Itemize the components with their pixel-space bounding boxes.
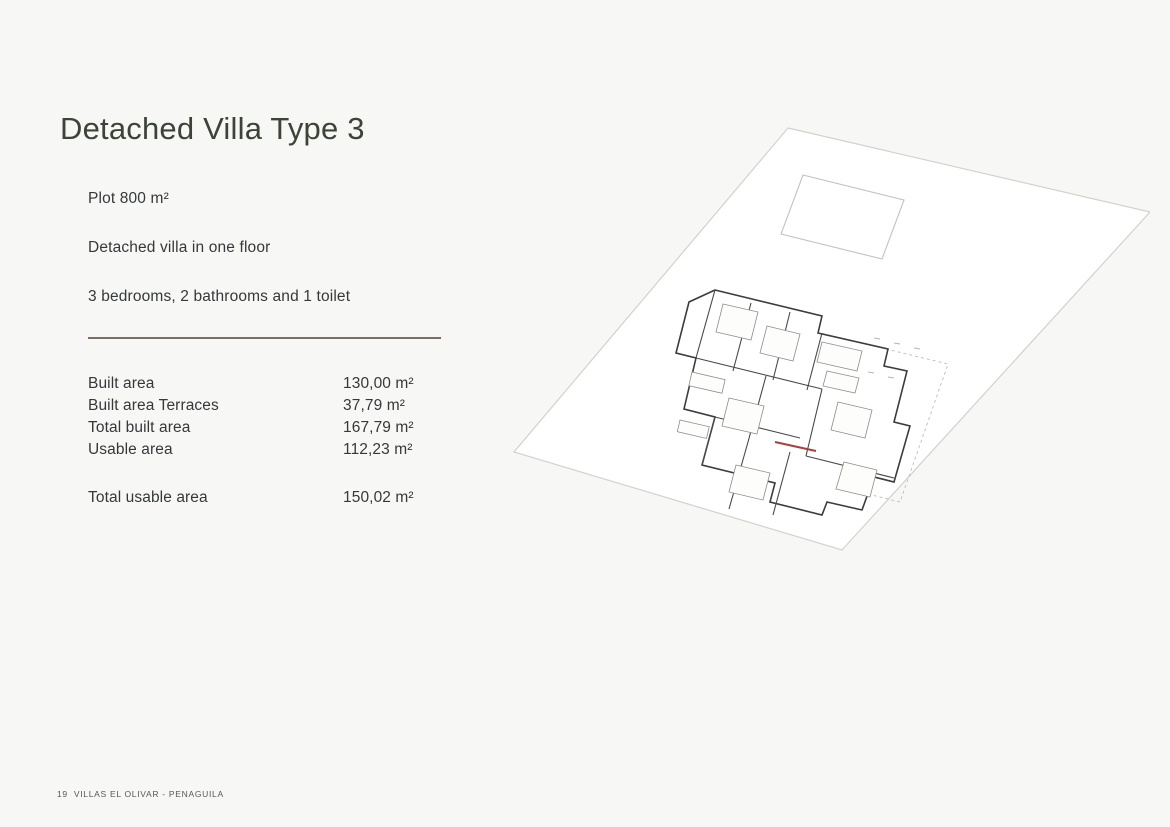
footer	[57, 789, 224, 799]
area-label: Usable area	[88, 440, 173, 458]
table-spacer	[88, 463, 414, 489]
page-number: 19	[57, 789, 68, 799]
divider-rule	[88, 337, 441, 339]
text-column	[60, 112, 480, 511]
area-label: Built area Terraces	[88, 396, 219, 414]
area-value: 130,00 m²	[343, 374, 414, 392]
site-plan-illustration	[470, 90, 1150, 590]
table-row-total	[88, 489, 414, 511]
area-value: 167,79 m²	[343, 418, 414, 436]
intro-line-rooms: 3 bedrooms, 2 bathrooms and 1 toilet	[88, 288, 351, 306]
area-label: Total built area	[88, 418, 191, 436]
table-row	[88, 375, 414, 397]
intro-line-type: Detached villa in one floor	[88, 239, 271, 257]
areas-table	[88, 375, 414, 511]
area-value: 112,23 m²	[343, 440, 413, 458]
area-label: Built area	[88, 374, 155, 392]
table-row	[88, 419, 414, 441]
total-value: 150,02 m²	[343, 488, 414, 506]
footer-text: VILLAS EL OLIVAR - PENAGUILA	[73, 789, 224, 799]
area-value: 37,79 m²	[343, 396, 405, 414]
table-row	[88, 397, 414, 419]
total-label: Total usable area	[88, 488, 208, 506]
table-row	[88, 441, 414, 463]
page-title: Detached Villa Type 3	[60, 111, 365, 146]
intro-line-plot: Plot 800 m²	[88, 190, 169, 208]
intro-block	[88, 190, 480, 306]
